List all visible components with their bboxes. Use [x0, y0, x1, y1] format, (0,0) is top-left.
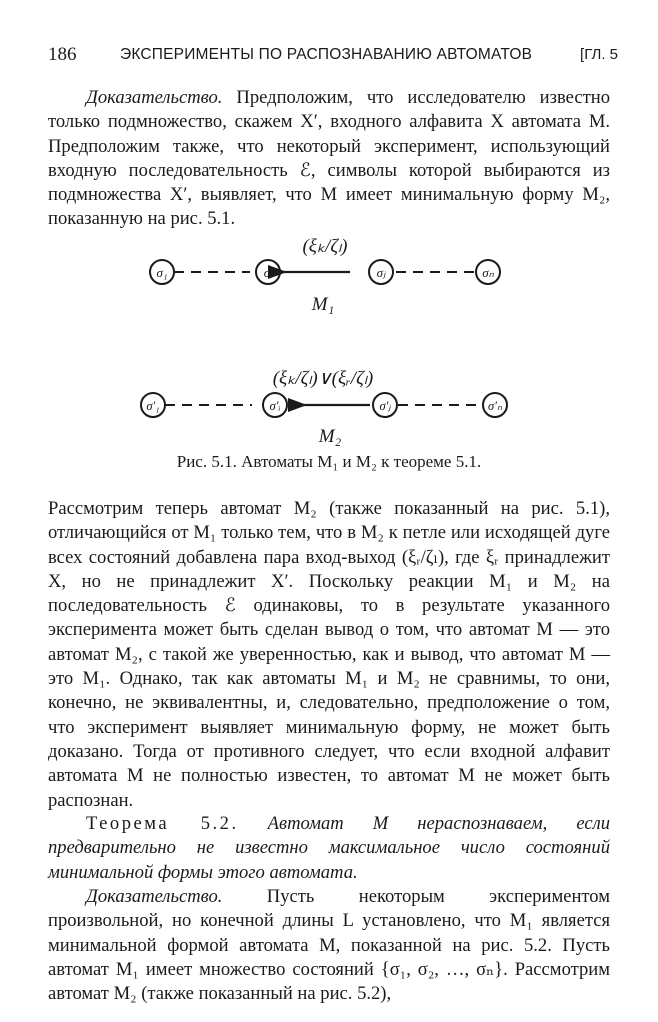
running-title: ЭКСПЕРИМЕНТЫ ПО РАСПОЗНАВАНИЮ АВТОМАТОВ [120, 46, 533, 63]
page-number: 186 [48, 44, 77, 65]
automaton-m1 [150, 236, 500, 315]
figure-5-1 [0, 0, 658, 470]
node-label: σ′ⱼ [379, 399, 391, 413]
node-label: σ′ᵢ [269, 399, 281, 413]
proof-lead: Доказательство. [86, 87, 223, 108]
node-label: σⱼ [376, 265, 386, 280]
theorem-label: Теорема 5.2. [86, 813, 239, 834]
node-label: σᵢ [263, 265, 273, 280]
chapter-marker: [ГЛ. 5 [580, 46, 618, 63]
automaton-name: M₂ [318, 426, 342, 447]
edge-label: (ξₖ/ζₗ)∨(ξᵣ/ζₗ) [272, 368, 374, 389]
automaton-m2 [141, 368, 507, 447]
edge-label: (ξₖ/ζₗ) [302, 236, 348, 257]
automaton-name: M₁ [311, 294, 335, 315]
figure-caption: Рис. 5.1. Автоматы M₁ и M₂ к теореме 5.1. [176, 452, 482, 471]
proof-lead: Доказательство. [86, 886, 223, 907]
proof-text: Предположим, что исследователю известно только подмножество, скажем X′, входного алфавита X автомата M. Предположим также, что некоторый эксперимент, использующий входную последовательность ℰ, символы которой выбираются из подмножества X′, выявляет, что M имеет минимальную форму M₂, показанную на рис. 5.1. [48, 87, 610, 230]
paragraph-text: Рассмотрим теперь автомат M₂ (также показанный на рис. 5.1), отличающийся от M₁ только тем, что в M₂ к петле или исходящей дуге всех состояний добавлена пара вход-выход (ξᵣ/ζₗ), где ξᵣ принадлежит X, но не принадлежит X′. Поскольку реакции M₁ и M₂ на последовательность ℰ одинаковы, то в результате указанного эксперимента может быть сделан вывод о том, что автомат M — это автомат M₂, с такой же уверенностью, как и вывод, что автомат M — это M₁. Однако, так как автоматы M₁ и M₂ не сравнимы, то они, конечно, не эквивалентны, и, следовательно, предположение о том, что эксперимент выявляет минимальную форму, не может быть доказано. Тогда от противного следует, что если входной алфавит автомата M не полностью известен, то автомат M не может быть распознан. [48, 498, 610, 811]
theorem-5-2 [48, 812, 610, 885]
arrowhead [288, 398, 307, 412]
node-label: σₙ [482, 265, 494, 280]
node-label: σ′₁ [146, 399, 160, 413]
node-label: σ₁ [156, 265, 168, 280]
proof-paragraph-2 [48, 885, 610, 1006]
body-paragraph-2 [48, 497, 610, 813]
node-label: σ′ₙ [488, 399, 502, 413]
theorem-statement: Автомат M нераспознаваем, если предварительно не известно максимальное число состояний минимальной формы этого автомата. [48, 813, 610, 883]
proof-text: Пусть некоторым экспериментом произвольной, но конечной длины L установлено, что M₁ является минимальной формой автомата M, показанной на рис. 5.2. Пусть автомат M₁ имеет множество состояний {σ₁, σ₂, …, σₙ}. Рассмотрим автомат M₂ (также показанный на рис. 5.2), [48, 886, 610, 1005]
